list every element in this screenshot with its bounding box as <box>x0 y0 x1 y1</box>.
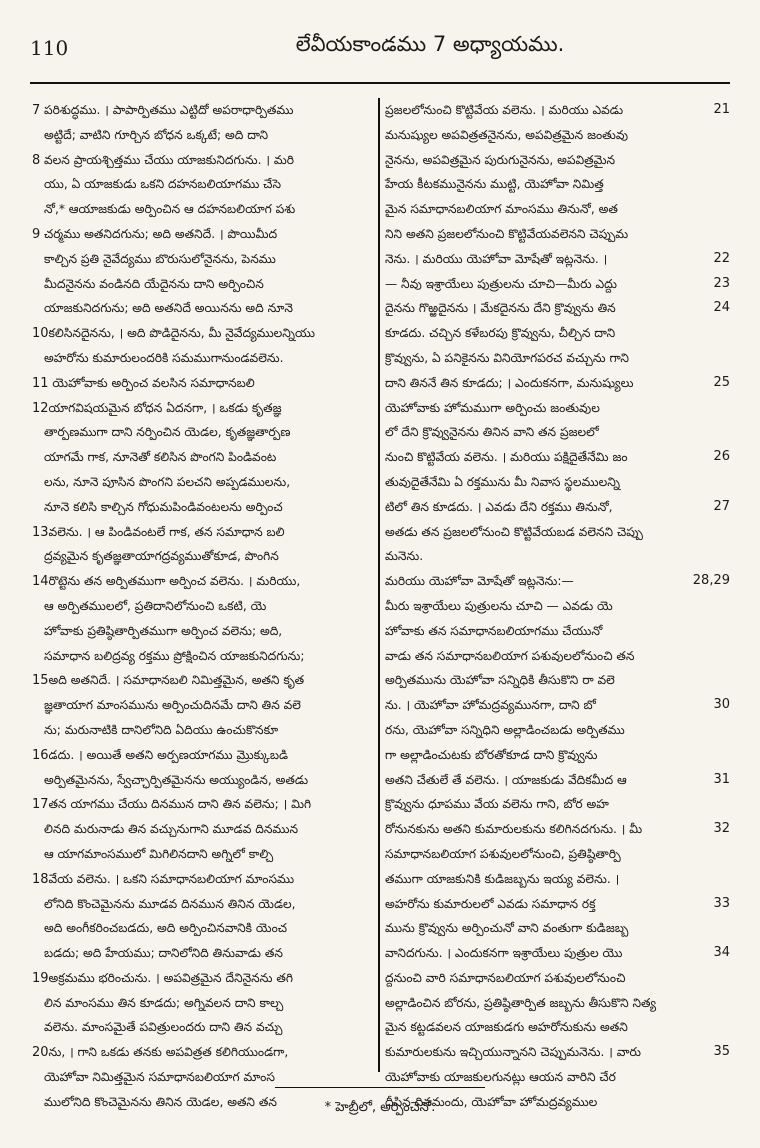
line-text: తార్పణముగా దాని నర్పించిన యెడల, కృతజ్ఞతార్పణ <box>44 425 291 440</box>
line-text: వానిదగును. । ఎందుకనగా ఇశ్రాయేలు పుత్రుల యొ <box>385 946 623 961</box>
line-text: హేయ కీటకమునైనను ముట్టి, యెహోవా నిమిత్త <box>385 177 604 192</box>
line-text: అతడు తన ప్రజలలోనుంచి కొట్టివేయబడ వలెనని చెప్పు <box>385 524 643 539</box>
text-line <box>32 544 372 569</box>
text-line <box>32 495 372 520</box>
text-line <box>385 892 730 917</box>
text-line <box>385 792 730 817</box>
line-text: అహరోను కుమారులందరికి సమముగానుండవలెను. <box>44 350 284 365</box>
text-line <box>32 296 372 321</box>
text-line <box>32 867 372 892</box>
line-text: నెను. । మరియు యెహోవా మోషేతో ఇట్లనెను. । <box>385 251 608 266</box>
text-line <box>385 321 730 346</box>
text-line <box>32 941 372 966</box>
line-text: దీసిన దినమందు, యెహోవా హోమద్రవ్యముల <box>385 1094 598 1109</box>
line-text: తముగా యాజకునికి కుడిజబ్బను ఇయ్య వలెను. । <box>385 871 620 886</box>
line-text: అది అతనిదే. । సమాధానబలి నిమిత్తమైన, అతని కృత <box>48 673 305 688</box>
line-text: యెహోవా నిమిత్తమైన సమాధానబలియాగ మాంస <box>44 1070 275 1085</box>
text-line <box>32 520 372 545</box>
line-text: సమాధాన బలిద్రవ్య రక్తము ప్రోక్షించిన యాజకునిదగును; <box>44 648 305 663</box>
verse-number: 31 <box>713 771 730 787</box>
line-text: బడదు; అది హేయము; దానిలోనిది తినువాడు తన <box>44 946 283 961</box>
line-text: రోనునకును అతని కుమారులకును కలిగినదగును. । మీ <box>385 822 643 837</box>
text-line <box>32 817 372 842</box>
text-line <box>385 842 730 867</box>
text-line <box>32 445 372 470</box>
line-text: హోవాకు తన సమాధానబలియాగము చేయునో <box>385 623 603 638</box>
text-line <box>32 346 372 371</box>
line-text: గా అల్లాడించుటకు బోరతోకూడ దాని క్రొవ్వును <box>385 747 598 762</box>
page-header <box>30 18 730 70</box>
footnote-rule <box>275 1087 485 1088</box>
line-text: లోనిది కొంచెమైనను మూడవ దినమున తినిన యెడల, <box>44 896 296 911</box>
verse-number: 11 <box>32 375 49 391</box>
text-line <box>32 396 372 421</box>
text-line <box>385 222 730 247</box>
text-line <box>385 98 730 123</box>
line-text: ఆ యాగమాంసములో మిగిలినదాని అగ్నిలో కాల్చి <box>44 846 274 861</box>
text-line <box>385 420 730 445</box>
line-text: అతని చేతులే తే వలెను. । యాజకుడు వేదికమీద ఆ <box>385 772 627 787</box>
line-text: అర్పితమైనను, స్వేచ్ఛార్పితమైనను అయ్యుండిన, అతడు <box>44 772 309 787</box>
verse-number: 10 <box>32 326 49 342</box>
line-text: అర్పితమును యెహోవా సన్నిధికి తీసుకొని రా వలె <box>385 673 615 688</box>
verse-number: 8 <box>32 152 41 168</box>
line-text: అహరోను కుమారులలో ఎవడు సమాధాన రక్త <box>385 896 596 911</box>
text-line <box>32 668 372 693</box>
line-text: ను; మరునాటికి దానిలోనిది ఏదియు ఉంచుకొనకూ <box>44 722 279 737</box>
line-text: ప్రజలలోనుంచి కొట్టివేయ వలెను. । మరియు ఎవడు <box>385 103 624 117</box>
page-number: 110 <box>30 36 69 60</box>
text-line <box>32 172 372 197</box>
text-line <box>385 470 730 495</box>
verse-number: 23 <box>713 275 730 291</box>
text-line <box>385 1015 730 1040</box>
line-text: క్రొవ్వును, ఏ పనికైనను వినియోగపరచ వచ్చును గాని <box>385 350 629 365</box>
verse-number: 14 <box>32 574 49 590</box>
line-text: యు, ఏ యాజకుడు ఒకని దహనబలియాగము చేసె <box>44 177 282 192</box>
line-text: దాని తిననే తిన కూడదు; । ఎందుకనగా, మనుష్యులు <box>385 375 634 390</box>
line-text: మనుష్యుల అపవిత్రతనైనను, అపవిత్రమైన జంతువు <box>385 127 629 142</box>
verse-number: 26 <box>713 449 730 465</box>
text-line <box>385 619 730 644</box>
line-text: మరియు యెహోవా మోషేతో ఇట్లనెను:— <box>385 574 574 589</box>
text-line <box>385 817 730 842</box>
line-text: ద్రవ్యమైన కృతజ్ఞతాయాగద్రవ్యముతోకూడ, పొంగిన <box>44 549 279 564</box>
line-text: వలెను. । ఆ పిండివంటలే గాక, తన సమాధాన బలి <box>48 524 285 539</box>
text-line <box>32 98 372 123</box>
line-text: ను, । గాని ఒకడు తనకు అపవిత్రత కలిగియుండగా, <box>48 1045 289 1060</box>
line-text: టిలో తిన కూడదు. । ఎవడు దేని రక్తము తినునో, <box>385 499 613 514</box>
line-text: తన యాగము చేయు దినమున దాని తిన వలెను; । మిగి <box>48 797 312 812</box>
line-text: మీరు ఇశ్రాయేలు పుత్రులను చూచి — ఎవడు యె <box>385 598 613 613</box>
text-line <box>385 569 730 594</box>
verse-number: 9 <box>32 226 41 242</box>
verse-number: 16 <box>32 747 49 763</box>
verse-number: 17 <box>32 797 49 813</box>
line-text: నో,* ఆయాజకుడు అర్పించిన ఆ దహనబలియాగ పశు <box>44 202 296 217</box>
line-text: తువుదైతేనేమి ఏ రక్తమును మీ నివాస స్థలములన్ని <box>385 474 620 489</box>
line-text: — నీవు ఇశ్రాయేలు పుత్రులను చూచి—మీరు ఎద్దు <box>385 276 617 291</box>
line-text: కలిసినదైనను, । అది పొడిదైనను, మీ నైవేద్యములన్నియు <box>48 326 315 341</box>
column-divider <box>378 98 380 1072</box>
text-line <box>32 222 372 247</box>
text-line <box>385 1040 730 1065</box>
verse-number: 32 <box>713 821 730 837</box>
text-line <box>385 941 730 966</box>
verse-number: 13 <box>32 524 49 540</box>
text-line <box>32 892 372 917</box>
line-text: వాడు తన సమాధానబలియాగ పశువులలోనుంచి తన <box>385 648 635 663</box>
line-text: కూడదు. చచ్చిన కళేబరపు క్రొవ్వును, చీల్చిన దాని <box>385 326 616 341</box>
text-line <box>385 495 730 520</box>
verse-number: 12 <box>32 400 49 416</box>
line-text: అది అంగీకరించబడదు, అది అర్పించినవానికి యెంచ <box>44 921 288 936</box>
line-text: యాజకునిదగును; అది అతనిదే అయినను అది నూనె <box>44 301 293 316</box>
text-line <box>32 792 372 817</box>
line-text: వలన ప్రాయశ్చిత్తము చేయు యాజకునిదగును. । మరి <box>44 152 294 167</box>
line-text: అల్లాడించిన బోరను, ప్రతిష్ఠితార్పిత జబ్బను తీసుకొని నిత్య <box>385 995 657 1010</box>
text-line <box>385 693 730 718</box>
text-line <box>32 569 372 594</box>
line-text: రను, యెహోవా సన్నిధిని అల్లాడించబడు అర్పితము <box>385 722 625 737</box>
right-column <box>385 98 730 1109</box>
line-text: క్రొవ్వును ధూపము వేయ వలెను గాని, బోర అహ <box>385 797 609 812</box>
text-line <box>32 718 372 743</box>
line-text: లను, నూనె పూసిన పొంగని పలచని అప్పడములను, <box>44 474 291 489</box>
line-text: హోవాకు ప్రతిష్ఠితార్పితముగా అర్పించ వలెను; అది, <box>44 623 283 638</box>
line-text: యాగమే గాక, నూనెతో కలిసిన పొంగని పిండివంట <box>44 450 277 465</box>
text-line <box>32 148 372 173</box>
line-text: యాగవిషయమైన బోధన ఏదనగా, । ఒకడు కృతజ్ఞ <box>48 400 282 415</box>
text-line <box>385 148 730 173</box>
line-text: అక్రమము భరించును. । అపవిత్రమైన దేనినైనను తగి <box>48 970 293 985</box>
line-text: యెహోవాకు యాజకులగునట్లు ఆయన వారిని చేర <box>385 1070 616 1085</box>
line-text: దైనను గొఱ్ఱదైనను । మేకదైనను దేని క్రొవ్వును తిన <box>385 301 616 316</box>
text-line <box>32 470 372 495</box>
verse-number: 34 <box>713 945 730 961</box>
text-line <box>385 916 730 941</box>
text-line <box>32 123 372 148</box>
line-text: పరిశుద్ధము. । పాపార్పితము ఎట్టిదో అపరాధార్పితము <box>44 103 294 117</box>
text-line <box>32 247 372 272</box>
text-line <box>32 420 372 445</box>
line-text: నైనను, అపవిత్రమైన పురుగునైనను, అపవిత్రమైన <box>385 152 616 167</box>
line-text: చర్మము అతనిదగును; అది అతనిదే. । పొయిమీద <box>44 226 278 241</box>
verse-number: 30 <box>713 697 730 713</box>
line-text: సమాధానబలియాగ పశువులలోనుంచి, ప్రతిష్ఠితార్పి <box>385 846 621 861</box>
line-text: యెహోవాకు హోమముగా అర్పించు జంతువుల <box>385 400 600 415</box>
text-line <box>32 842 372 867</box>
text-line <box>32 1040 372 1065</box>
text-line <box>385 123 730 148</box>
text-line <box>32 619 372 644</box>
verse-number: 7 <box>32 103 41 118</box>
text-line <box>385 668 730 693</box>
text-line <box>32 743 372 768</box>
verse-number: 33 <box>713 895 730 911</box>
verse-number: 20 <box>32 1045 49 1061</box>
line-text: మైన కట్టడవలన యాజకుడగు అహరోనుకును అతని <box>385 1020 628 1035</box>
text-line <box>32 644 372 669</box>
line-text: నుంచి కొట్టివేయ వలెను. । మరియు పక్షిదైతేనేమి జం <box>385 450 628 465</box>
text-line <box>32 1015 372 1040</box>
text-line <box>385 991 730 1016</box>
text-line <box>385 445 730 470</box>
text-line <box>32 272 372 297</box>
verse-number: 15 <box>32 673 49 689</box>
verse-number: 21 <box>713 102 730 117</box>
text-line <box>385 371 730 396</box>
line-text: ను. । యెహోవా హోమద్రవ్యమునగా, దాని బో <box>385 698 596 713</box>
text-line <box>385 867 730 892</box>
text-line <box>32 693 372 718</box>
text-line <box>385 644 730 669</box>
verse-number: 28,29 <box>692 573 730 589</box>
text-line <box>32 768 372 793</box>
verse-number: 22 <box>713 250 730 266</box>
line-text: మును క్రొవ్వును అర్పించునో వాని వంతుగా కుడిజబ్బ <box>385 921 629 936</box>
text-line <box>385 718 730 743</box>
verse-number: 35 <box>713 1044 730 1060</box>
text-line <box>385 197 730 222</box>
header-rule <box>30 82 730 84</box>
line-text: అట్టిదే; వాటిని గూర్చిన బోధన ఒక్కటే; అది దాని <box>44 127 269 142</box>
text-line <box>385 743 730 768</box>
line-text: నూనె కలిసి కాల్చిన గోధుమపిండివంటలను అర్పించ <box>44 499 283 514</box>
text-line <box>385 172 730 197</box>
line-text: వేయ వలెను. । ఒకని సమాధానబలియాగ మాంసము <box>48 871 295 886</box>
line-text: మైన సమాధానబలియాగ మాంసము తినునో, అత <box>385 202 618 217</box>
text-line <box>385 346 730 371</box>
line-text: లినది మరునాడు తిన వచ్చునుగాని మూడవ దినమున <box>44 822 299 837</box>
text-line <box>385 247 730 272</box>
line-text: ద్దనుంచి వారి సమాధానబలియాగ పశువులలోనుంచి <box>385 970 626 985</box>
verse-number: 24 <box>713 300 730 316</box>
line-text: రొట్టెను తన అర్పితముగా అర్పించ వలెను. । మరియు, <box>48 574 301 589</box>
left-column <box>32 98 372 1109</box>
text-line <box>385 594 730 619</box>
line-text: డదు. । అయితే అతని అర్పణయాగము మ్రొక్కుబడి <box>48 747 289 762</box>
verse-number: 19 <box>32 970 49 986</box>
line-text: జ్ఞతాయాగ మాంసమును అర్పించుదినమే దాని తిన వలె <box>44 698 301 713</box>
line-text: లో దేని క్రొవ్వునైనను తినిన వాని తన ప్రజలలో <box>385 425 599 440</box>
text-line <box>385 768 730 793</box>
footnote: * హెబ్రీలో, అర్పించెనో. <box>324 1100 436 1115</box>
line-text: ఆ అర్పితములలో, ప్రతిదానిలోనుంచి ఒకటి, యె <box>44 598 267 613</box>
text-line <box>385 296 730 321</box>
text-line <box>385 544 730 569</box>
line-text: నిని అతని ప్రజలలోనుంచి కొట్టివేయవలెనని చెప్పుమ <box>385 226 629 241</box>
verse-number: 27 <box>713 498 730 514</box>
line-text: కాల్చిన ప్రతి నైవేద్యము బొరుసులోనైనను, పెనము <box>44 251 276 266</box>
text-line <box>32 594 372 619</box>
text-line <box>32 916 372 941</box>
text-line <box>32 966 372 991</box>
text-line <box>385 520 730 545</box>
text-line <box>385 966 730 991</box>
line-text: మనెను. <box>385 549 424 564</box>
text-line <box>385 272 730 297</box>
verse-number: 18 <box>32 871 49 887</box>
line-text: కుమారులకును ఇచ్చియున్నానని చెప్పుమనెను. । వారు <box>385 1045 641 1060</box>
text-line <box>32 197 372 222</box>
verse-number: 25 <box>713 374 730 390</box>
text-line <box>32 371 372 396</box>
text-line <box>32 321 372 346</box>
line-text: మీదనైనను వండినది యేదైనను దాని అర్పించిన <box>44 276 264 291</box>
running-head: లేవీయకాండము 7 అధ్యాయము. <box>295 32 565 56</box>
line-text: వలెను. మాంసమైతే పవిత్రులందరు దాని తిన వచ్చు <box>44 1020 283 1035</box>
text-line <box>385 396 730 421</box>
line-text: ములోనిది కొంచెమైనను తినిన యెడల, అతని తన <box>44 1094 277 1109</box>
text-line <box>32 991 372 1016</box>
line-text: లిన మాంసము తిన కూడదు; అగ్నివలన దాని కాల్చ <box>44 995 284 1010</box>
line-text: యెహోవాకు అర్పించ వలసిన సమాధానబలి <box>48 375 255 390</box>
